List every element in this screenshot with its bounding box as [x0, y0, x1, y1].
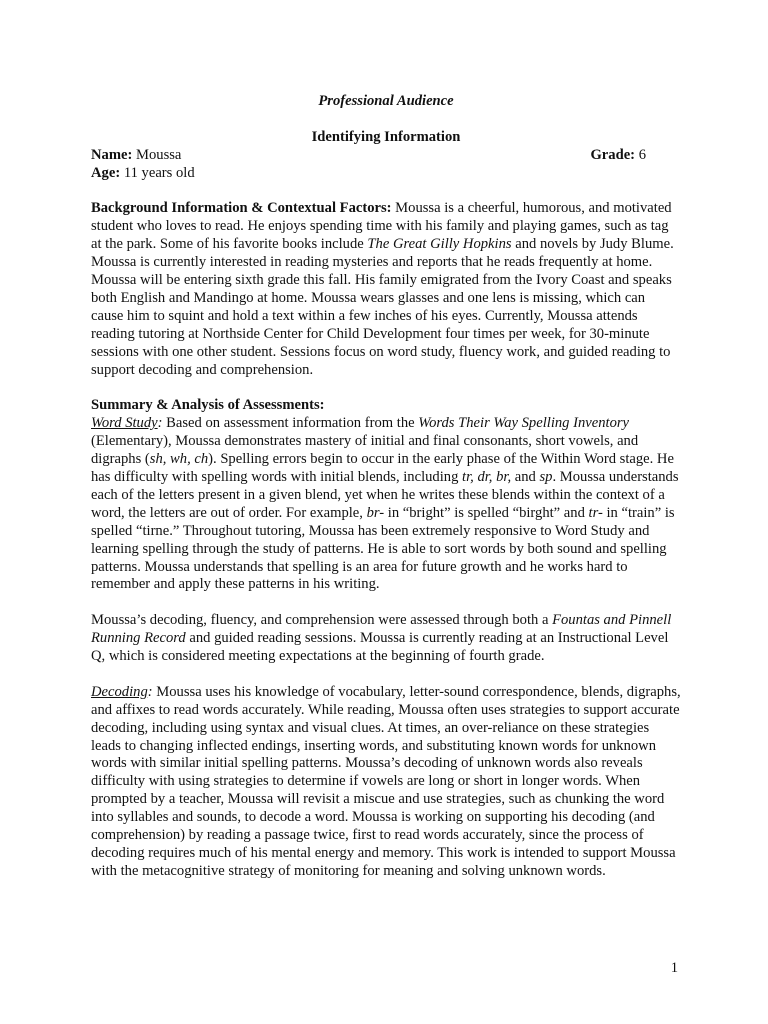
background-label: Background Information & Contextual Factors:	[91, 200, 392, 217]
background-text-2: and novels by Judy Blume. Moussa is currently interested in reading mysteries and reports that he reads frequently at home. Moussa will be entering sixth grade this fall. His family emigrated from the Ivory Coast and speaks both English and Mandingo at home. Moussa wears glasses and one lens is missing, which can cause him to squint and hold a text within a few inches of his eyes. Currently, Moussa attends reading tutoring at Northside Center for Child Development four times per week, for 30-minute sessions with one other student. Sessions focus on word study, fluency work, and guided reading to support decoding and comprehension.	[91, 236, 674, 378]
name-grade-row	[91, 147, 646, 165]
ws-text-1: Based on assessment information from the	[162, 415, 419, 432]
assessment-text-2: and guided reading sessions. Moussa is currently reading at an Instructional Level Q, which is considered meeting expectations at the beginning of fourth grade.	[91, 630, 669, 665]
name-value: Moussa	[136, 146, 182, 163]
age-value: 11 years old	[123, 164, 195, 181]
blend-tr: tr-	[588, 504, 603, 521]
age-label: Age:	[91, 164, 121, 181]
decoding-label: Decoding	[91, 683, 148, 700]
decoding-heading	[91, 684, 153, 700]
section-title: Identifying Information	[311, 128, 461, 145]
decoding-colon: :	[147, 683, 153, 700]
grade-label: Grade:	[590, 146, 636, 163]
spelling-inventory-title: Words Their Way Spelling Inventory	[418, 415, 630, 432]
ws-text-4: and	[511, 468, 540, 485]
summary-heading: Summary & Analysis of Assessments:	[91, 397, 325, 414]
grade-value: 6	[638, 146, 646, 163]
running-record-title: Fountas and Pinnell Running Record	[91, 612, 672, 647]
word-study-label: Word Study	[91, 415, 158, 432]
ws-text-5: . Moussa understands each of the letters present in a given blend, yet when he writes these blends within the context of a word, the letters are out of order. For example,	[91, 468, 679, 521]
decoding-text: Moussa uses his knowledge of vocabulary, letter-sound correspondence, blends, digraphs, and affixes to read words accurately. While reading, Moussa often uses strategies to support accurate decoding, including using syntax and visual clues. At times, an over-reliance on these strategies leads to changing inflected endings, inserting words, and substituting known words for unknown words with similar initial spelling patterns. Moussa’s decoding of unknown words also reveals difficulty with using strategies to determine if vowels are long or short in longer words. When prompted by a teacher, Moussa will revisit a miscue and use strategies, such as chunking the word into syllables and sounds, to decode a word. Moussa is working on supporting his decoding (and comprehension) by reading a passage twice, first to read words accurately, since the process of decoding requires much of his mental energy and memory. This work is intended to support Moussa with the metacognitive strategy of monitoring for meaning and solving unknown words.	[91, 683, 681, 879]
ws-text-2: (Elementary), Moussa demonstrates mastery of initial and final consonants, short vowels, and digraphs (	[91, 433, 639, 468]
page-number: 1	[670, 960, 678, 976]
background-paragraph	[91, 200, 681, 379]
digraphs-list: sh, wh, ch	[149, 451, 209, 468]
spacer	[91, 666, 681, 684]
word-study-paragraph	[91, 415, 681, 594]
spacer	[91, 379, 681, 397]
background-text-1: Moussa is a cheerful, humorous, and motivated student who loves to read. He enjoys spending time with his family and playing games, such as tag at the park. Some of his favorite books include	[91, 200, 672, 253]
spacer	[91, 183, 681, 201]
blends-list: tr, dr, br,	[462, 468, 512, 485]
spacer	[91, 594, 681, 612]
decoding-paragraph	[91, 684, 681, 881]
word-study-heading	[91, 415, 163, 431]
ws-text-7: in “train” is spelled “tirne.” Throughout tutoring, Moussa has been extremely responsive to Word Study and learning spelling through the study of patterns. He is able to sort words by both sound and spelling patterns. Moussa understands that spelling is an area for future growth and he works hard to remember and apply these patterns in his writing.	[91, 504, 675, 593]
blend-sp: sp	[539, 468, 553, 485]
name-line	[91, 147, 181, 165]
age-line	[91, 165, 681, 183]
assessment-paragraph	[91, 612, 681, 666]
blend-br: br-	[366, 504, 385, 521]
audience-text: Professional Audience	[318, 93, 454, 109]
audience-heading	[91, 93, 681, 111]
document-page	[91, 93, 681, 881]
name-label: Name:	[91, 146, 133, 163]
assessment-text-1: Moussa’s decoding, fluency, and comprehension were assessed through both a	[91, 612, 553, 629]
word-study-colon: :	[157, 415, 163, 432]
ws-text-3: ). Spelling errors begin to occur in the early phase of the Within Word stage. He has difficulty with spelling words with initial blends, including	[91, 451, 674, 485]
ws-text-6: in “bright” is spelled “birght” and	[384, 504, 589, 521]
grade-line	[590, 147, 646, 165]
book-title: The Great Gilly Hopkins	[367, 236, 512, 253]
